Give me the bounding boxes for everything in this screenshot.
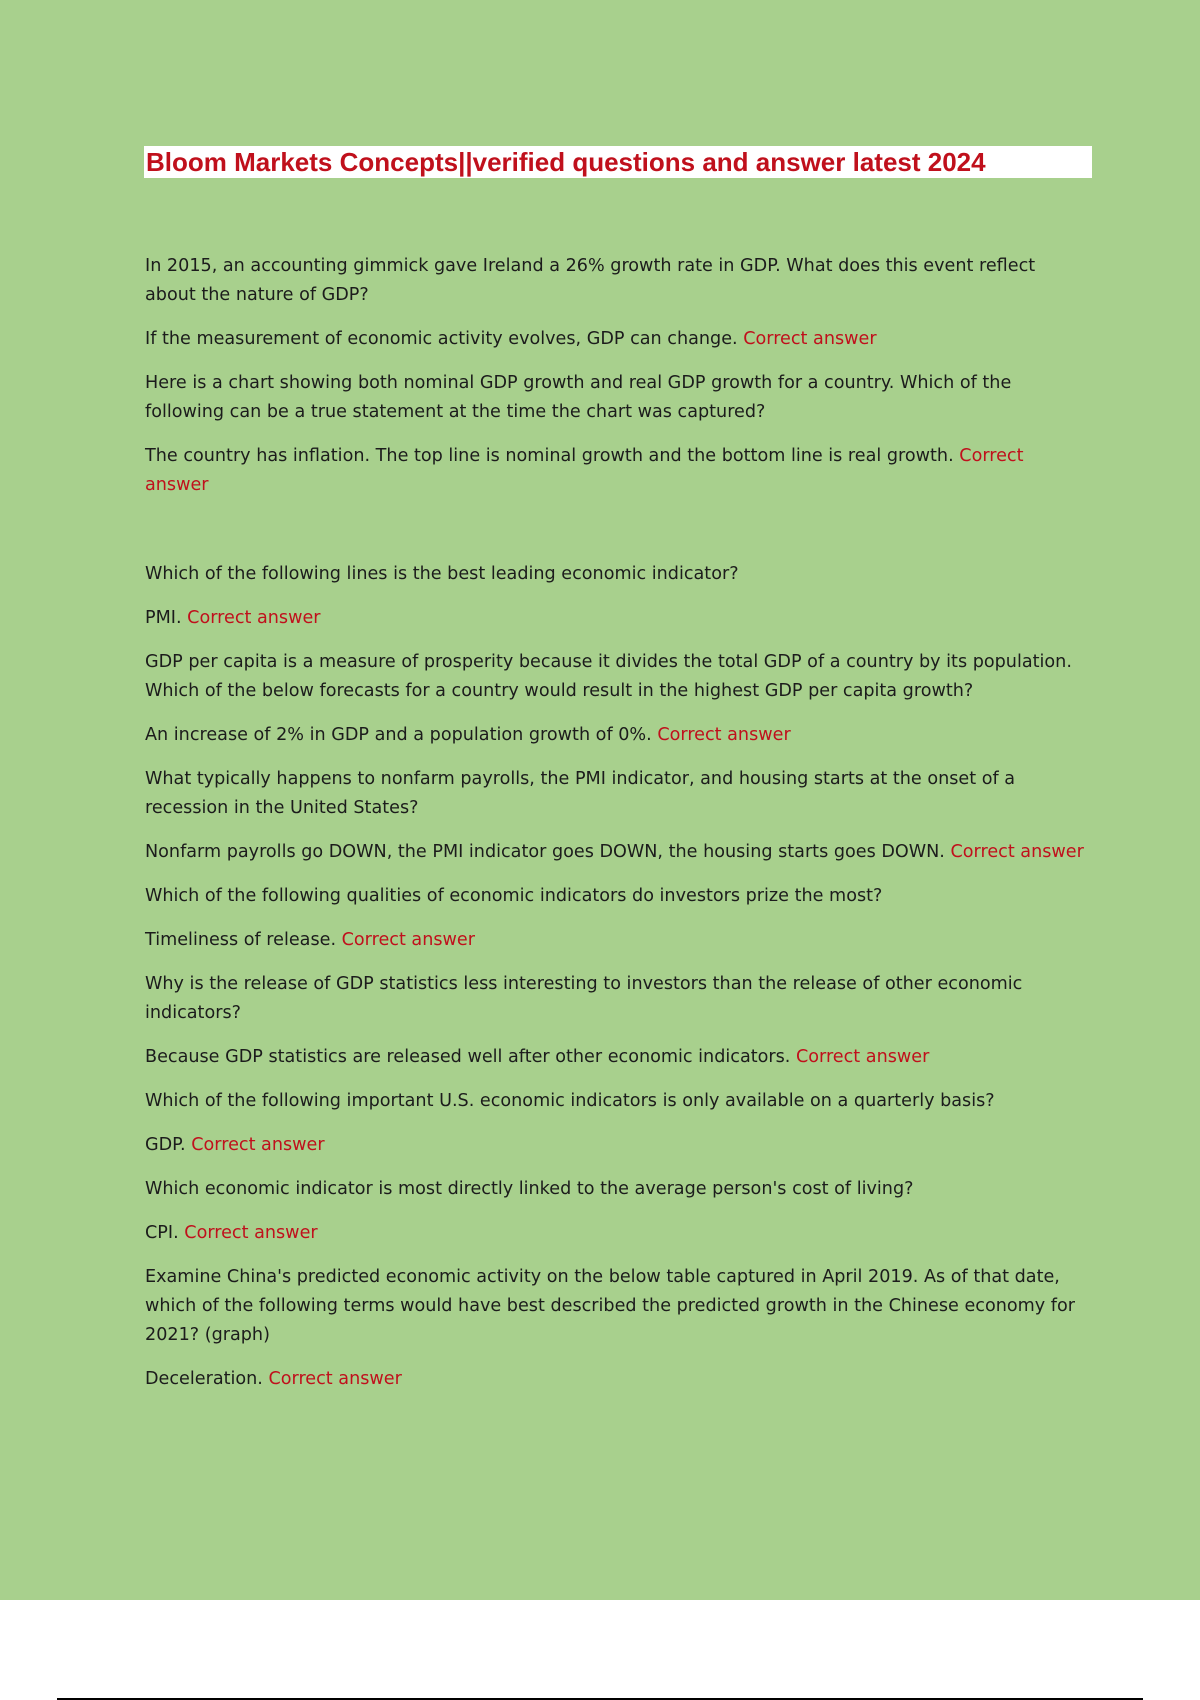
- correct-answer-label: Correct answer: [191, 1135, 325, 1155]
- answer-text: If the measurement of economic activity evolves, GDP can change.: [145, 329, 738, 349]
- question-3: Which of the following lines is the best leading economic indicator?: [145, 564, 739, 584]
- correct-answer-label: Correct answer: [341, 930, 475, 950]
- question-4: GDP per capita is a measure of prosperity because it divides the total GDP of a country by its population. Which of the below forecasts for a country would result in the highest GDP per capita growth?: [145, 652, 1072, 701]
- answer-10: [145, 1365, 1090, 1394]
- correct-answer-label: Correct answer: [184, 1223, 318, 1243]
- answer-text: The country has inflation. The top line is nominal growth and the bottom line is real growth.: [145, 446, 954, 466]
- answer-3: [145, 604, 1090, 633]
- answer-4: [145, 721, 1090, 750]
- question-5: What typically happens to nonfarm payrolls, the PMI indicator, and housing starts at the onset of a recession in the United States?: [145, 769, 1016, 818]
- correct-answer-label: Correct answer: [268, 1369, 402, 1389]
- question-8: Which of the following important U.S. economic indicators is only available on a quarterly basis?: [145, 1091, 995, 1111]
- answer-text: CPI.: [145, 1223, 179, 1243]
- document-title: Bloom Markets Concepts||verified questions and answer latest 2024: [146, 147, 986, 177]
- answer-2: [145, 442, 1090, 500]
- correct-answer-label: Correct answer: [950, 842, 1084, 862]
- correct-answer-label: Correct answer: [795, 1047, 930, 1067]
- answer-5: [145, 838, 1090, 867]
- correct-answer-label: Correct answer: [743, 329, 877, 349]
- question-1: In 2015, an accounting gimmick gave Ireland a 26% growth rate in GDP. What does this event reflect about the nature of GDP?: [145, 256, 1036, 305]
- question-2: Here is a chart showing both nominal GDP growth and real GDP growth for a country. Which of the following can be a true statement at the time the chart was captured?: [145, 373, 1012, 422]
- question-7: Why is the release of GDP statistics less interesting to investors than the release of other economic indicators?: [145, 974, 1023, 1023]
- correct-answer-label: Correct answer: [657, 725, 791, 745]
- answer-8: [145, 1131, 1090, 1160]
- answer-7: [145, 1043, 1090, 1072]
- answer-6: [145, 926, 1090, 955]
- blank-gap: [145, 515, 1090, 560]
- answer-text: GDP.: [145, 1135, 186, 1155]
- answer-1: [145, 325, 1090, 354]
- answer-text: Deceleration.: [145, 1369, 263, 1389]
- answer-text: PMI.: [145, 608, 182, 628]
- answer-text: Timeliness of release.: [145, 930, 337, 950]
- correct-answer-label: Correct answer: [187, 608, 321, 628]
- answer-text: Nonfarm payrolls go DOWN, the PMI indicator goes DOWN, the housing starts goes DOWN.: [145, 842, 945, 862]
- answer-text: An increase of 2% in GDP and a population growth of 0%.: [145, 725, 652, 745]
- question-9: Which economic indicator is most directly linked to the average person's cost of living?: [145, 1179, 914, 1199]
- question-10: Examine China's predicted economic activity on the below table captured in April 2019. As of that date, which of the following terms would have best described the predicted growth in the Chinese economy for 2021? (graph): [145, 1267, 1075, 1345]
- question-6: Which of the following qualities of economic indicators do investors prize the most?: [145, 886, 883, 906]
- answer-text: Because GDP statistics are released well after other economic indicators.: [145, 1047, 791, 1067]
- correct-answer-label: Correct answer: [145, 446, 1024, 495]
- qa-content: [145, 252, 1090, 1409]
- answer-9: [145, 1219, 1090, 1248]
